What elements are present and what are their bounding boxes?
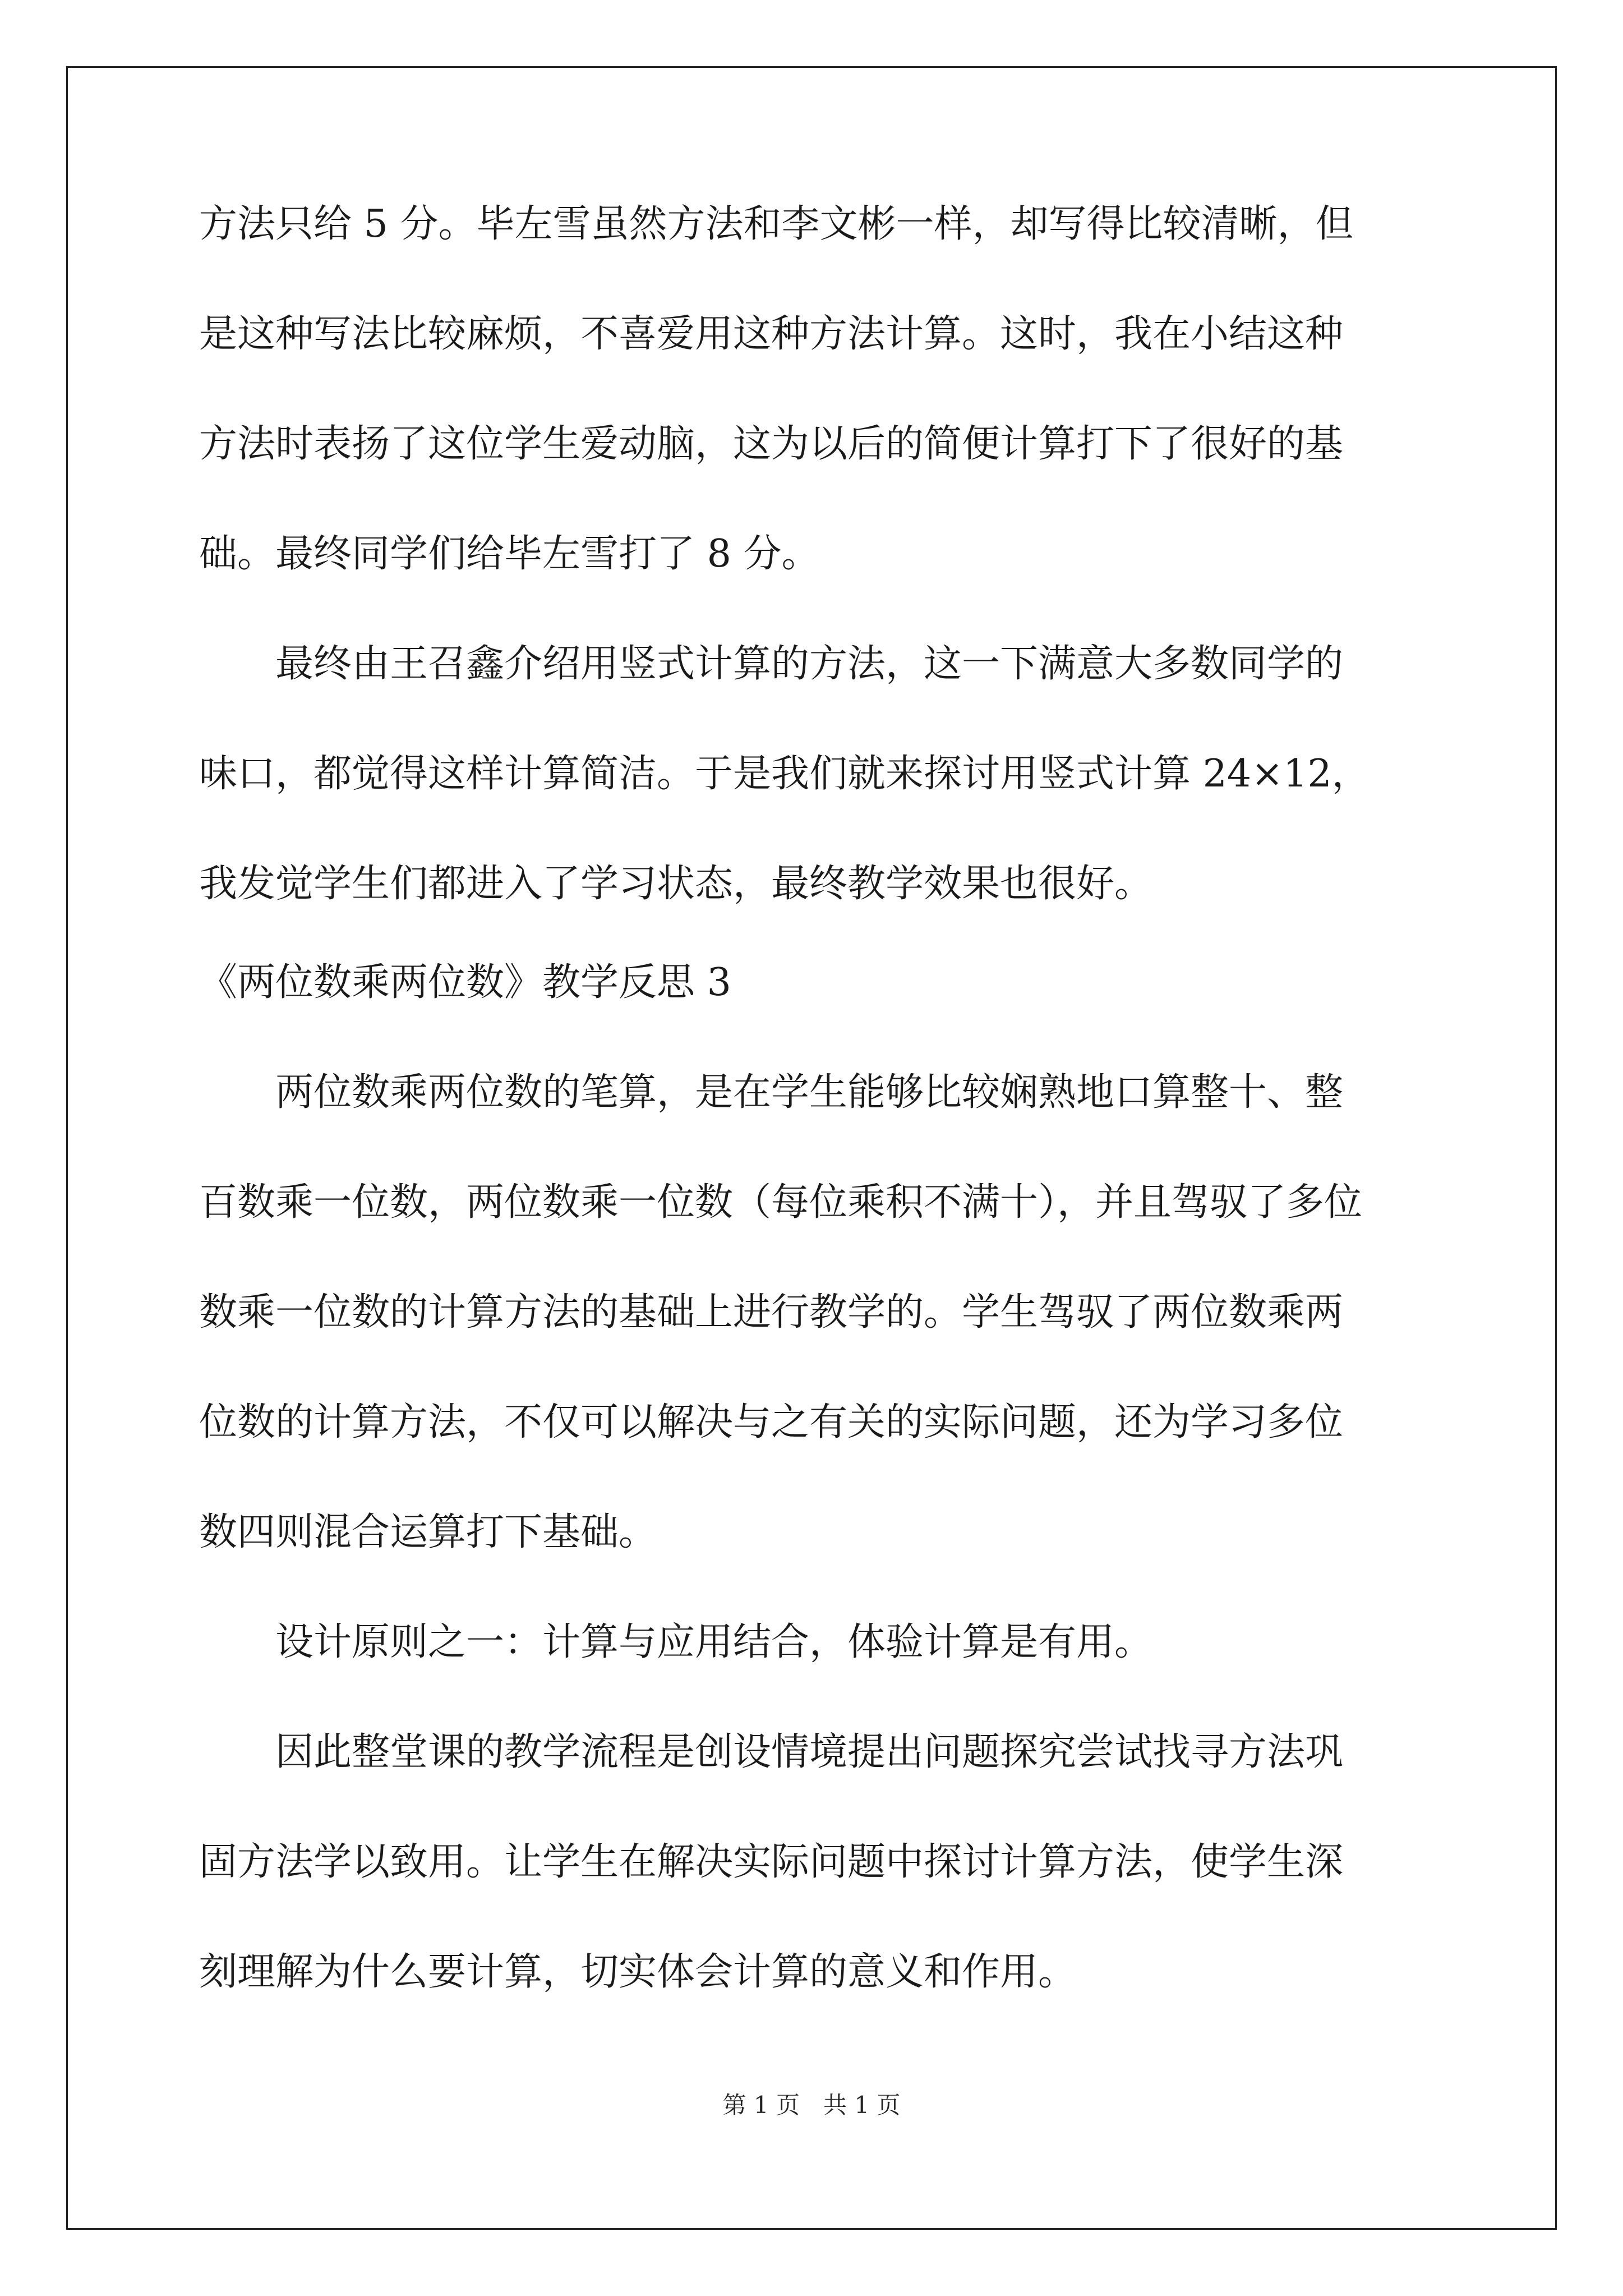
text-line-16: 固方法学以致用。让学生在解决实际问题中探讨计算方法，使学生深 [199, 1840, 1344, 1884]
text-line-1: 方法只给 5 分。毕左雪虽然方法和李文彬一样，却写得比较清晰，但 [199, 202, 1354, 246]
text-line-14: 设计原则之一：计算与应用结合，体验计算是有用。 [199, 1620, 1153, 1664]
text-line-3: 方法时表扬了这位学生爱动脑，这为以后的简便计算打下了很好的基 [199, 422, 1344, 466]
text-line-11: 数乘一位数的计算方法的基础上进行教学的。学生驾驭了两位数乘两 [199, 1290, 1344, 1335]
text-line-13: 数四则混合运算打下基础。 [199, 1510, 657, 1554]
text-line-2: 是这种写法比较麻烦，不喜爱用这种方法计算。这时，我在小结这种 [199, 312, 1344, 356]
page-footer: 第 1 页 共 1 页 [722, 2091, 901, 2119]
text-line-15: 因此整堂课的教学流程是创设情境提出问题探究尝试找寻方法巩 [199, 1730, 1344, 1774]
text-line-7: 我发觉学生们都进入了学习状态，最终教学效果也很好。 [199, 862, 1153, 906]
text-line-4: 础。最终同学们给毕左雪打了 8 分。 [199, 532, 820, 576]
page-border [66, 66, 1557, 2230]
text-line-12: 位数的计算方法，不仅可以解决与之有关的实际问题，还为学习多位 [199, 1400, 1344, 1444]
text-line-17: 刻理解为什么要计算，切实体会计算的意义和作用。 [199, 1950, 1077, 1994]
text-line-6: 味口，都觉得这样计算简洁。于是我们就来探讨用竖式计算 24×12， [199, 752, 1370, 796]
text-line-10: 百数乘一位数，两位数乘一位数（每位乘积不满十），并且驾驭了多位 [199, 1180, 1363, 1225]
text-line-5: 最终由王召鑫介绍用竖式计算的方法，这一下满意大多数同学的 [199, 642, 1344, 686]
text-line-9: 两位数乘两位数的笔算，是在学生能够比较娴熟地口算整十、整 [199, 1070, 1344, 1115]
section-heading: 《两位数乘两位数》教学反思 3 [199, 960, 731, 1005]
